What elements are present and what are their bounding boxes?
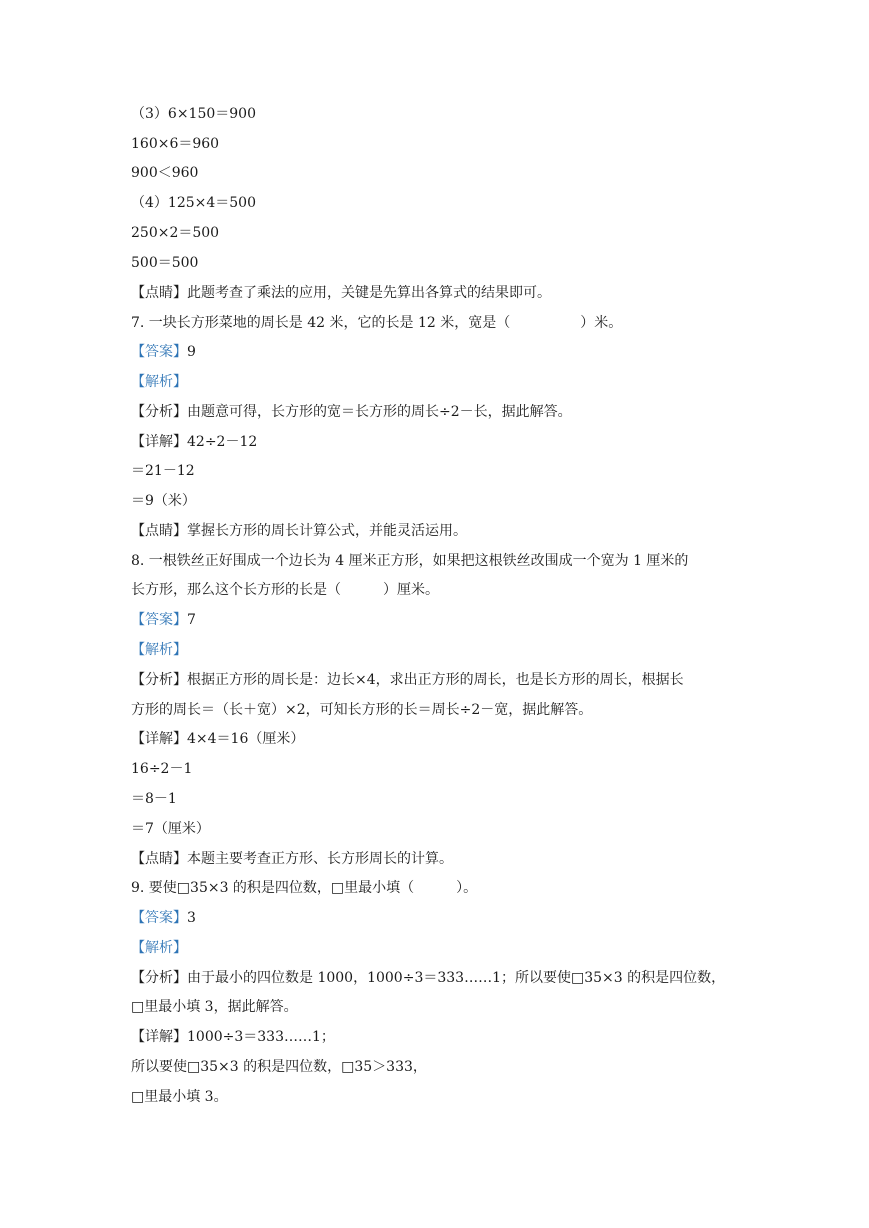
section-tag: 【分析】: [131, 970, 187, 986]
text-line: [131, 819, 210, 839]
section-tag: 【解析】: [131, 642, 187, 658]
text-line: [131, 1057, 427, 1077]
line-text: ＝21－12: [131, 463, 195, 479]
text-line: [131, 313, 622, 333]
text-line: [131, 1027, 335, 1047]
line-text: 7: [187, 612, 196, 628]
section-tag: 【详解】: [131, 1029, 187, 1045]
text-line: [131, 670, 684, 690]
text-line: [131, 610, 196, 630]
section-tag: 【答案】: [131, 612, 187, 628]
line-text: 3: [187, 910, 196, 926]
text-line: [131, 283, 551, 303]
text-line: [131, 759, 192, 779]
line-text: ＝9（米）: [131, 493, 196, 509]
text-line: [131, 551, 688, 571]
text-line: [131, 997, 298, 1017]
section-tag: 【点睛】: [131, 523, 187, 539]
line-text: 160×6＝960: [131, 136, 220, 152]
line-text: 900＜960: [131, 165, 199, 181]
text-line: [131, 849, 453, 869]
line-text: 此题考查了乘法的应用，关键是先算出各算式的结果即可。: [187, 285, 551, 301]
line-text: 长方形，那么这个长方形的长是（ ）厘米。: [131, 582, 439, 598]
text-line: [131, 193, 256, 213]
line-text: □里最小填 3。: [131, 1089, 228, 1105]
text-line: [131, 163, 198, 183]
line-text: 9: [187, 344, 196, 360]
text-line: [131, 580, 439, 600]
text-line: [131, 402, 572, 422]
section-tag: 【点睛】: [131, 285, 187, 301]
line-text: 根据正方形的周长是：边长×4，求出正方形的周长，也是长方形的周长，根据长: [187, 672, 684, 688]
text-line: [131, 342, 196, 362]
text-line: [131, 640, 187, 660]
line-text: 500＝500: [131, 255, 199, 271]
section-tag: 【分析】: [131, 404, 187, 420]
line-text: 掌握长方形的周长计算公式，并能灵活运用。: [187, 523, 467, 539]
section-tag: 【分析】: [131, 672, 187, 688]
section-tag: 【答案】: [131, 910, 187, 926]
line-text: 由于最小的四位数是 1000，1000÷3＝333……1；所以要使□35×3 的积是四位数，: [187, 970, 726, 986]
text-line: [131, 938, 187, 958]
text-line: [131, 521, 467, 541]
text-line: [131, 878, 477, 898]
text-line: [131, 461, 195, 481]
section-tag: 【点睛】: [131, 851, 187, 867]
text-line: [131, 968, 725, 988]
text-line: [131, 253, 198, 273]
line-text: □里最小填 3，据此解答。: [131, 999, 298, 1015]
section-tag: 【详解】: [131, 731, 187, 747]
text-line: [131, 1087, 228, 1107]
section-tag: 【答案】: [131, 344, 187, 360]
text-line: [131, 432, 257, 452]
line-text: 8. 一根铁丝正好围成一个边长为 4 厘米正方形，如果把这根铁丝改围成一个宽为 1 厘米的: [131, 553, 689, 569]
line-text: 方形的周长＝（长＋宽）×2，可知长方形的长＝周长÷2－宽，据此解答。: [131, 702, 593, 718]
line-text: 9. 要使□35×3 的积是四位数，□里最小填（ ）。: [131, 880, 478, 896]
line-text: 4×4＝16（厘米）: [187, 731, 305, 747]
line-text: 本题主要考查正方形、长方形周长的计算。: [187, 851, 453, 867]
text-line: [131, 223, 219, 243]
line-text: （3）6×150＝900: [131, 106, 256, 122]
line-text: （4）125×4＝500: [131, 195, 256, 211]
line-text: ＝7（厘米）: [131, 821, 210, 837]
text-line: [131, 134, 219, 154]
section-tag: 【详解】: [131, 434, 187, 450]
line-text: ＝8－1: [131, 791, 177, 807]
line-text: 42÷2－12: [187, 434, 258, 450]
text-line: [131, 104, 256, 124]
line-text: 7. 一块长方形菜地的周长是 42 米，它的长是 12 米，宽是（ ）米。: [131, 315, 623, 331]
text-line: [131, 908, 196, 928]
line-text: 16÷2－1: [131, 761, 193, 777]
section-tag: 【解析】: [131, 374, 187, 390]
text-line: [131, 491, 196, 511]
text-line: [131, 372, 187, 392]
line-text: 所以要使□35×3 的积是四位数，□35＞333，: [131, 1059, 427, 1075]
text-line: [131, 789, 177, 809]
text-line: [131, 729, 304, 749]
line-text: 1000÷3＝333……1；: [187, 1029, 335, 1045]
section-tag: 【解析】: [131, 940, 187, 956]
line-text: 250×2＝500: [131, 225, 220, 241]
line-text: 由题意可得，长方形的宽＝长方形的周长÷2－长，据此解答。: [187, 404, 572, 420]
text-line: [131, 700, 592, 720]
